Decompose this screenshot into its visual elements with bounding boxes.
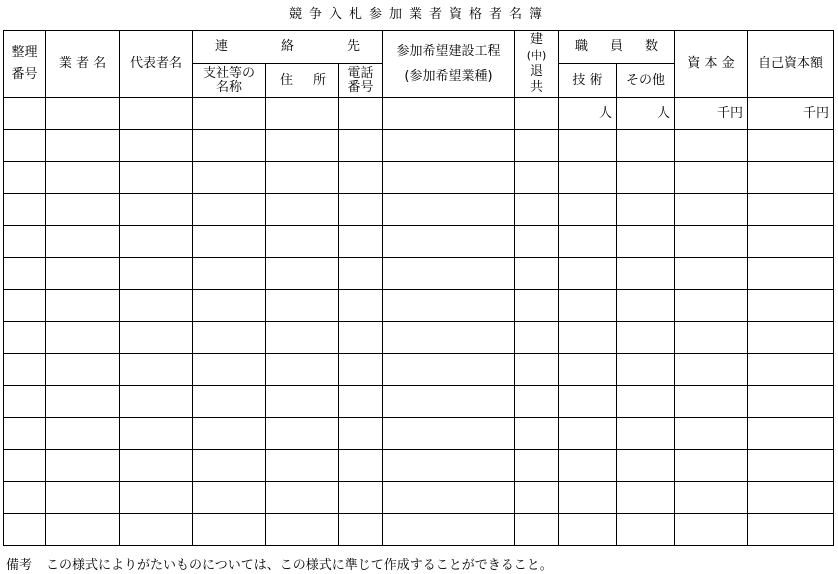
table-cell	[120, 482, 193, 514]
table-cell	[266, 482, 339, 514]
table-cell	[559, 130, 617, 162]
table-cell	[120, 514, 193, 546]
table-cell	[617, 386, 675, 418]
unit-gijutsu: 人	[559, 98, 617, 130]
table-cell	[4, 194, 46, 226]
table-cell	[120, 354, 193, 386]
header-jusho: 住 所	[266, 64, 339, 98]
table-cell	[193, 194, 266, 226]
table-cell	[617, 258, 675, 290]
table-row	[4, 162, 834, 194]
unit-sonota: 人	[617, 98, 675, 130]
table-cell	[383, 322, 515, 354]
table-cell	[515, 386, 559, 418]
header-renraku: 連 絡 先	[193, 31, 383, 64]
table-cell	[4, 322, 46, 354]
table-cell	[559, 386, 617, 418]
table-cell	[4, 226, 46, 258]
header-denwa: 電話 番号	[339, 64, 383, 98]
table-cell	[675, 514, 748, 546]
table-cell	[675, 418, 748, 450]
table-cell	[559, 162, 617, 194]
table-cell	[46, 322, 120, 354]
table-row	[4, 386, 834, 418]
table-cell	[559, 418, 617, 450]
table-cell	[193, 514, 266, 546]
header-kentai: 建 (中) 退 共	[515, 31, 559, 98]
table-cell	[748, 194, 834, 226]
table-cell	[266, 130, 339, 162]
table-cell	[120, 258, 193, 290]
table-cell	[4, 258, 46, 290]
table-cell	[193, 322, 266, 354]
table-cell	[559, 450, 617, 482]
table-cell	[339, 258, 383, 290]
table-cell	[120, 450, 193, 482]
table-cell	[383, 162, 515, 194]
table-cell	[193, 130, 266, 162]
table-cell	[46, 290, 120, 322]
header-sonota: その他	[617, 64, 675, 98]
table-cell	[515, 514, 559, 546]
table-cell	[46, 386, 120, 418]
table-row	[4, 226, 834, 258]
table-cell	[515, 226, 559, 258]
table-row	[4, 354, 834, 386]
table-cell	[46, 130, 120, 162]
table-cell	[559, 322, 617, 354]
header-kibou: 参加希望建設工程 (参加希望業種)	[383, 31, 515, 98]
table-cell	[675, 258, 748, 290]
table-cell	[120, 322, 193, 354]
table-cell	[383, 514, 515, 546]
table-cell	[748, 450, 834, 482]
table-row	[4, 130, 834, 162]
table-cell	[193, 418, 266, 450]
table-cell	[515, 450, 559, 482]
table-row	[4, 482, 834, 514]
table-cell	[339, 290, 383, 322]
table-cell	[266, 354, 339, 386]
table-cell	[120, 290, 193, 322]
remarks-note	[6, 554, 553, 573]
table-cell	[559, 194, 617, 226]
unit-jiko: 千円	[748, 98, 834, 130]
table-cell	[559, 226, 617, 258]
table-cell	[617, 162, 675, 194]
table-cell	[266, 258, 339, 290]
table-cell	[559, 514, 617, 546]
table-cell	[383, 482, 515, 514]
table-cell	[46, 258, 120, 290]
table-row	[4, 194, 834, 226]
table-cell	[193, 482, 266, 514]
table-cell	[748, 482, 834, 514]
table-cell	[4, 386, 46, 418]
table-cell	[46, 98, 120, 130]
table-cell	[46, 194, 120, 226]
header-shisha: 支社等の 名称	[193, 64, 266, 98]
table-cell	[559, 290, 617, 322]
table-cell	[4, 354, 46, 386]
unit-shihon: 千円	[675, 98, 748, 130]
table-cell	[675, 322, 748, 354]
table-row	[4, 258, 834, 290]
registry-table	[3, 30, 834, 546]
table-cell	[515, 354, 559, 386]
table-cell	[617, 322, 675, 354]
table-cell	[617, 290, 675, 322]
table-cell	[748, 162, 834, 194]
table-cell	[675, 162, 748, 194]
table-cell	[748, 514, 834, 546]
table-cell	[339, 386, 383, 418]
table-cell	[120, 194, 193, 226]
table-cell	[120, 418, 193, 450]
table-cell	[46, 354, 120, 386]
header-daihyo: 代表者名	[120, 31, 193, 98]
table-cell	[120, 130, 193, 162]
table-cell	[748, 322, 834, 354]
table-row	[4, 98, 834, 130]
table-cell	[748, 226, 834, 258]
table-cell	[339, 514, 383, 546]
table-cell	[675, 226, 748, 258]
table-row	[4, 418, 834, 450]
table-cell	[515, 98, 559, 130]
table-cell	[617, 130, 675, 162]
table-cell	[4, 482, 46, 514]
table-cell	[46, 226, 120, 258]
table-cell	[4, 98, 46, 130]
table-cell	[120, 386, 193, 418]
table-cell	[617, 514, 675, 546]
table-row	[4, 322, 834, 354]
table-cell	[748, 354, 834, 386]
table-cell	[515, 194, 559, 226]
table-cell	[193, 162, 266, 194]
table-cell	[675, 450, 748, 482]
table-cell	[383, 194, 515, 226]
table-cell	[675, 194, 748, 226]
table-cell	[383, 290, 515, 322]
table-cell	[339, 322, 383, 354]
table-cell	[46, 162, 120, 194]
table-cell	[748, 418, 834, 450]
table-cell	[617, 194, 675, 226]
table-cell	[559, 482, 617, 514]
table-cell	[339, 226, 383, 258]
document-title: 競争入札参加業者資格者名簿	[288, 7, 549, 22]
table-cell	[193, 290, 266, 322]
table-cell	[675, 386, 748, 418]
table-cell	[266, 162, 339, 194]
table-cell	[515, 482, 559, 514]
table-cell	[193, 354, 266, 386]
table-cell	[120, 98, 193, 130]
header-shokuin: 職 員 数	[559, 31, 675, 64]
table-cell	[339, 354, 383, 386]
table-cell	[46, 514, 120, 546]
table-cell	[748, 290, 834, 322]
header-gijutsu: 技 術	[559, 64, 617, 98]
table-cell	[383, 354, 515, 386]
table-cell	[515, 290, 559, 322]
table-cell	[515, 130, 559, 162]
table-row	[4, 290, 834, 322]
table-cell	[383, 98, 515, 130]
table-cell	[266, 290, 339, 322]
remarks-label: 備考	[6, 558, 33, 573]
table-cell	[383, 226, 515, 258]
table-cell	[617, 482, 675, 514]
table-cell	[675, 130, 748, 162]
table-cell	[266, 418, 339, 450]
header-shihon: 資 本 金	[675, 31, 748, 98]
table-cell	[120, 162, 193, 194]
table-cell	[4, 450, 46, 482]
table-cell	[266, 450, 339, 482]
table-cell	[4, 290, 46, 322]
table-cell	[617, 226, 675, 258]
table-cell	[515, 418, 559, 450]
table-cell	[383, 386, 515, 418]
table-cell	[4, 162, 46, 194]
table-cell	[46, 450, 120, 482]
table-cell	[193, 386, 266, 418]
table-row	[4, 514, 834, 546]
table-cell	[266, 386, 339, 418]
table-cell	[515, 162, 559, 194]
table-cell	[617, 354, 675, 386]
table-cell	[748, 258, 834, 290]
table-cell	[46, 418, 120, 450]
table-cell	[617, 450, 675, 482]
table-cell	[339, 418, 383, 450]
table-cell	[266, 194, 339, 226]
table-cell	[193, 226, 266, 258]
header-gyosha: 業 者 名	[46, 31, 120, 98]
table-cell	[339, 450, 383, 482]
header-jiko: 自己資本額	[748, 31, 834, 98]
table-cell	[4, 130, 46, 162]
table-cell	[266, 514, 339, 546]
table-cell	[339, 194, 383, 226]
table-cell	[383, 450, 515, 482]
table-cell	[339, 98, 383, 130]
table-cell	[120, 226, 193, 258]
table-cell	[193, 450, 266, 482]
table-cell	[193, 258, 266, 290]
table-cell	[515, 322, 559, 354]
table-cell	[675, 354, 748, 386]
table-cell	[559, 354, 617, 386]
table-cell	[266, 226, 339, 258]
table-cell	[4, 418, 46, 450]
table-cell	[339, 162, 383, 194]
table-cell	[559, 258, 617, 290]
remarks-text: この様式によりがたいものについては、この様式に準じて作成することができること。	[46, 558, 553, 573]
table-cell	[515, 258, 559, 290]
table-cell	[193, 98, 266, 130]
header-seiri: 整理 番号	[4, 31, 46, 98]
table-cell	[383, 258, 515, 290]
table-cell	[675, 290, 748, 322]
table-cell	[748, 130, 834, 162]
table-cell	[46, 482, 120, 514]
table-cell	[339, 482, 383, 514]
table-cell	[383, 418, 515, 450]
table-cell	[339, 130, 383, 162]
table-cell	[748, 386, 834, 418]
table-cell	[675, 482, 748, 514]
table-cell	[383, 130, 515, 162]
table-row	[4, 450, 834, 482]
table-cell	[4, 514, 46, 546]
table-cell	[266, 322, 339, 354]
table-cell	[266, 98, 339, 130]
table-cell	[617, 418, 675, 450]
